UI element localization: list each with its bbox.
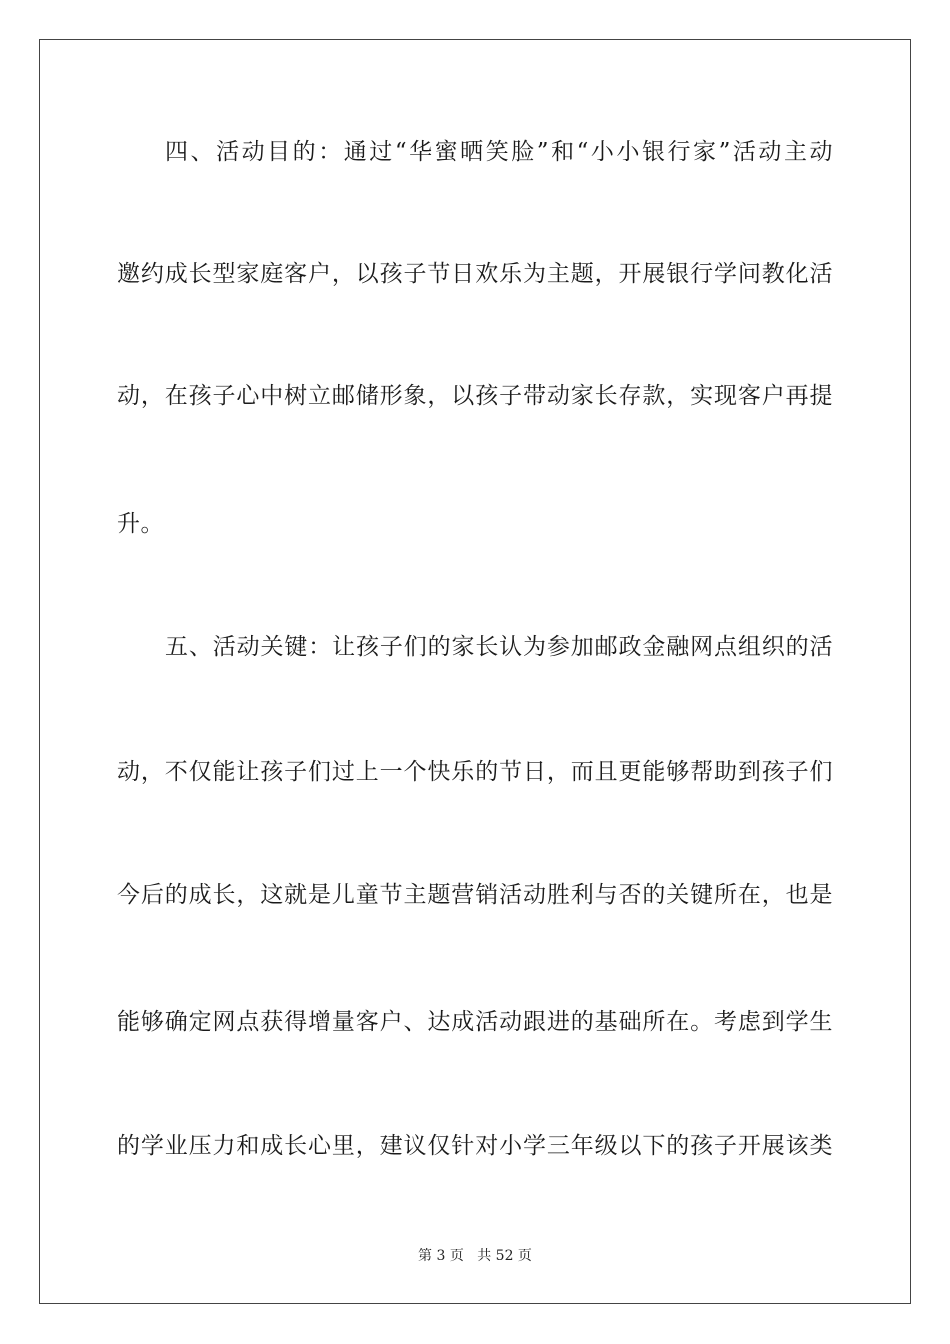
text-line: 四、活动目的：通过“华蜜晒笑脸”和“小小银行家”活动主动: [165, 139, 833, 165]
text-line: 邀约成长型家庭客户，以孩子节日欢乐为主题，开展银行学问教化活: [117, 261, 833, 287]
text-line: 的学业压力和成长心里，建议仅针对小学三年级以下的孩子开展该类: [117, 1133, 833, 1159]
page-total: 共 52 页: [477, 1248, 532, 1264]
text-line: 能够确定网点获得增量客户、达成活动跟进的基础所在。考虑到学生: [117, 1009, 833, 1035]
text-line: 动，在孩子心中树立邮储形象，以孩子带动家长存款，实现客户再提: [117, 383, 833, 409]
text-line: 升。: [117, 511, 164, 537]
page-footer: [0, 1247, 950, 1265]
text-line: 五、活动关键：让孩子们的家长认为参加邮政金融网点组织的活: [165, 634, 833, 660]
page-border: [39, 39, 911, 1304]
text-line: 今后的成长，这就是儿童节主题营销活动胜利与否的关键所在，也是: [117, 882, 833, 908]
text-line: 动，不仅能让孩子们过上一个快乐的节日，而且更能够帮助到孩子们: [117, 759, 833, 785]
page-number: 第 3 页: [418, 1248, 464, 1264]
